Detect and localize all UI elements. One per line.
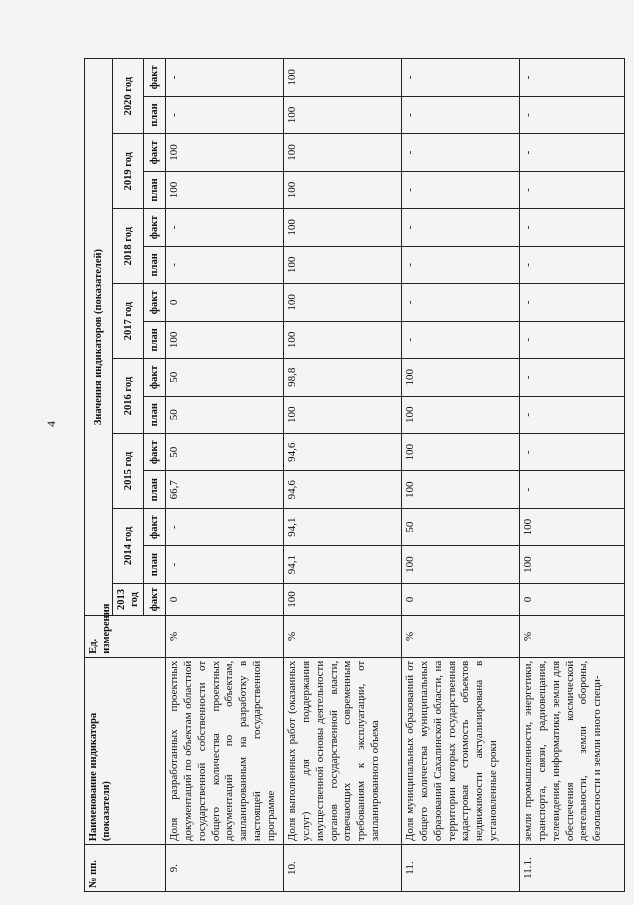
value-cell: 100 <box>402 396 520 433</box>
value-cell: - <box>402 246 520 283</box>
header-indicator-values: Значения индикаторов (показателей) <box>85 59 113 616</box>
value-cell: - <box>166 508 284 545</box>
value-cell: 100 <box>284 246 402 283</box>
value-cell: - <box>402 59 520 97</box>
header-fact: факт <box>144 508 166 545</box>
row-number: 9. <box>166 845 284 892</box>
value-cell: 100 <box>284 396 402 433</box>
value-cell: - <box>520 396 625 433</box>
value-cell: 100 <box>284 59 402 97</box>
value-cell: 50 <box>166 359 284 396</box>
header-plan: план <box>144 321 166 358</box>
value-cell: - <box>166 546 284 583</box>
value-cell: 98,8 <box>284 359 402 396</box>
value-cell: 100 <box>402 471 520 508</box>
value-cell: 100 <box>520 546 625 583</box>
indicator-name: Доля разработанных проектных документаций по объектам областной государственной собственности от общего количества проектных документаций по объектам, запланированным на разработку в настоящей государственной программе <box>166 657 284 844</box>
value-cell: - <box>402 96 520 133</box>
value-cell: 100 <box>284 209 402 246</box>
header-indicator-name: Наименование индикатора (показателя) <box>85 657 166 844</box>
value-cell: - <box>520 59 625 97</box>
table-row <box>520 59 625 892</box>
value-cell: 100 <box>284 171 402 208</box>
header-plan: план <box>144 171 166 208</box>
value-cell: 100 <box>166 134 284 171</box>
indicator-name: Доля муниципальных образований от общего количества муниципальных образований Сахалинской области, на территории которых государственная кадастровая стоимость объектов недвижимости актуализирована в установленные сроки <box>402 657 520 844</box>
indicators-table <box>84 58 625 892</box>
rotated-table-area <box>84 58 621 892</box>
header-plan: план <box>144 96 166 133</box>
value-cell: 100 <box>402 546 520 583</box>
value-cell: 100 <box>520 508 625 545</box>
value-cell: - <box>520 321 625 358</box>
value-cell: - <box>520 433 625 470</box>
header-fact: факт <box>144 583 166 615</box>
row-number: 11. <box>402 845 520 892</box>
row-number: 11.1. <box>520 845 625 892</box>
header-plan: план <box>144 546 166 583</box>
value-cell: 50 <box>166 396 284 433</box>
header-year-2017: 2017 год <box>113 284 144 359</box>
header-unit: Ед. измерения <box>85 616 166 658</box>
value-cell: - <box>402 284 520 321</box>
value-cell: - <box>520 134 625 171</box>
header-year-2014: 2014 год <box>113 508 144 583</box>
header-plan: план <box>144 471 166 508</box>
value-cell: - <box>402 171 520 208</box>
value-cell: 50 <box>166 433 284 470</box>
value-cell: 66,7 <box>166 471 284 508</box>
value-cell: 0 <box>166 583 284 615</box>
value-cell: - <box>520 471 625 508</box>
header-year-2018: 2018 год <box>113 209 144 284</box>
unit-cell: % <box>166 616 284 658</box>
value-cell: 94,1 <box>284 508 402 545</box>
value-cell: 100 <box>402 433 520 470</box>
value-cell: - <box>520 96 625 133</box>
header-plan: план <box>144 396 166 433</box>
header-fact: факт <box>144 433 166 470</box>
row-number: 10. <box>284 845 402 892</box>
header-fact: факт <box>144 284 166 321</box>
header-fact: факт <box>144 209 166 246</box>
unit-cell: % <box>402 616 520 658</box>
table-row <box>166 59 284 892</box>
value-cell: 100 <box>284 96 402 133</box>
value-cell: - <box>520 359 625 396</box>
value-cell: 0 <box>166 284 284 321</box>
indicator-name: земли промышленности, энергетики, транспорта, связи, радиовещания, телевидения, информатики, земли для обеспечения космической деятельности, земли обороны, безопасности и земли иного специ- <box>520 657 625 844</box>
header-year-2019: 2019 год <box>113 134 144 209</box>
value-cell: - <box>402 321 520 358</box>
value-cell: 100 <box>166 171 284 208</box>
value-cell: 100 <box>284 134 402 171</box>
unit-cell: % <box>520 616 625 658</box>
header-year-2015: 2015 год <box>113 433 144 508</box>
value-cell: 94,6 <box>284 433 402 470</box>
value-cell: - <box>166 59 284 97</box>
value-cell: - <box>166 209 284 246</box>
table-row <box>402 59 520 892</box>
header-number: № пп. <box>85 845 166 892</box>
value-cell: 100 <box>284 583 402 615</box>
header-fact: факт <box>144 134 166 171</box>
value-cell: 0 <box>402 583 520 615</box>
value-cell: 0 <box>520 583 625 615</box>
value-cell: - <box>166 96 284 133</box>
value-cell: - <box>166 246 284 283</box>
header-plan: план <box>144 246 166 283</box>
value-cell: 100 <box>284 284 402 321</box>
value-cell: - <box>520 209 625 246</box>
indicator-name: Доля выполненных работ (оказанных услуг) для поддержания имущественной основы деятельности органов государственной власти, отвечающих современным требованиям к эксплуатации, от запланированного объема <box>284 657 402 844</box>
value-cell: - <box>520 284 625 321</box>
value-cell: - <box>402 134 520 171</box>
page-number: 4 <box>44 421 58 427</box>
value-cell: - <box>402 209 520 246</box>
value-cell: 94,6 <box>284 471 402 508</box>
value-cell: 100 <box>166 321 284 358</box>
value-cell: - <box>520 246 625 283</box>
value-cell: 100 <box>284 321 402 358</box>
header-year-2016: 2016 год <box>113 359 144 434</box>
value-cell: 50 <box>402 508 520 545</box>
value-cell: 100 <box>402 359 520 396</box>
header-year-2013: 2013 год <box>113 583 144 615</box>
header-fact: факт <box>144 59 166 97</box>
header-fact: факт <box>144 359 166 396</box>
header-year-2020: 2020 год <box>113 59 144 134</box>
unit-cell: % <box>284 616 402 658</box>
value-cell: - <box>520 171 625 208</box>
table-row <box>284 59 402 892</box>
value-cell: 94,1 <box>284 546 402 583</box>
